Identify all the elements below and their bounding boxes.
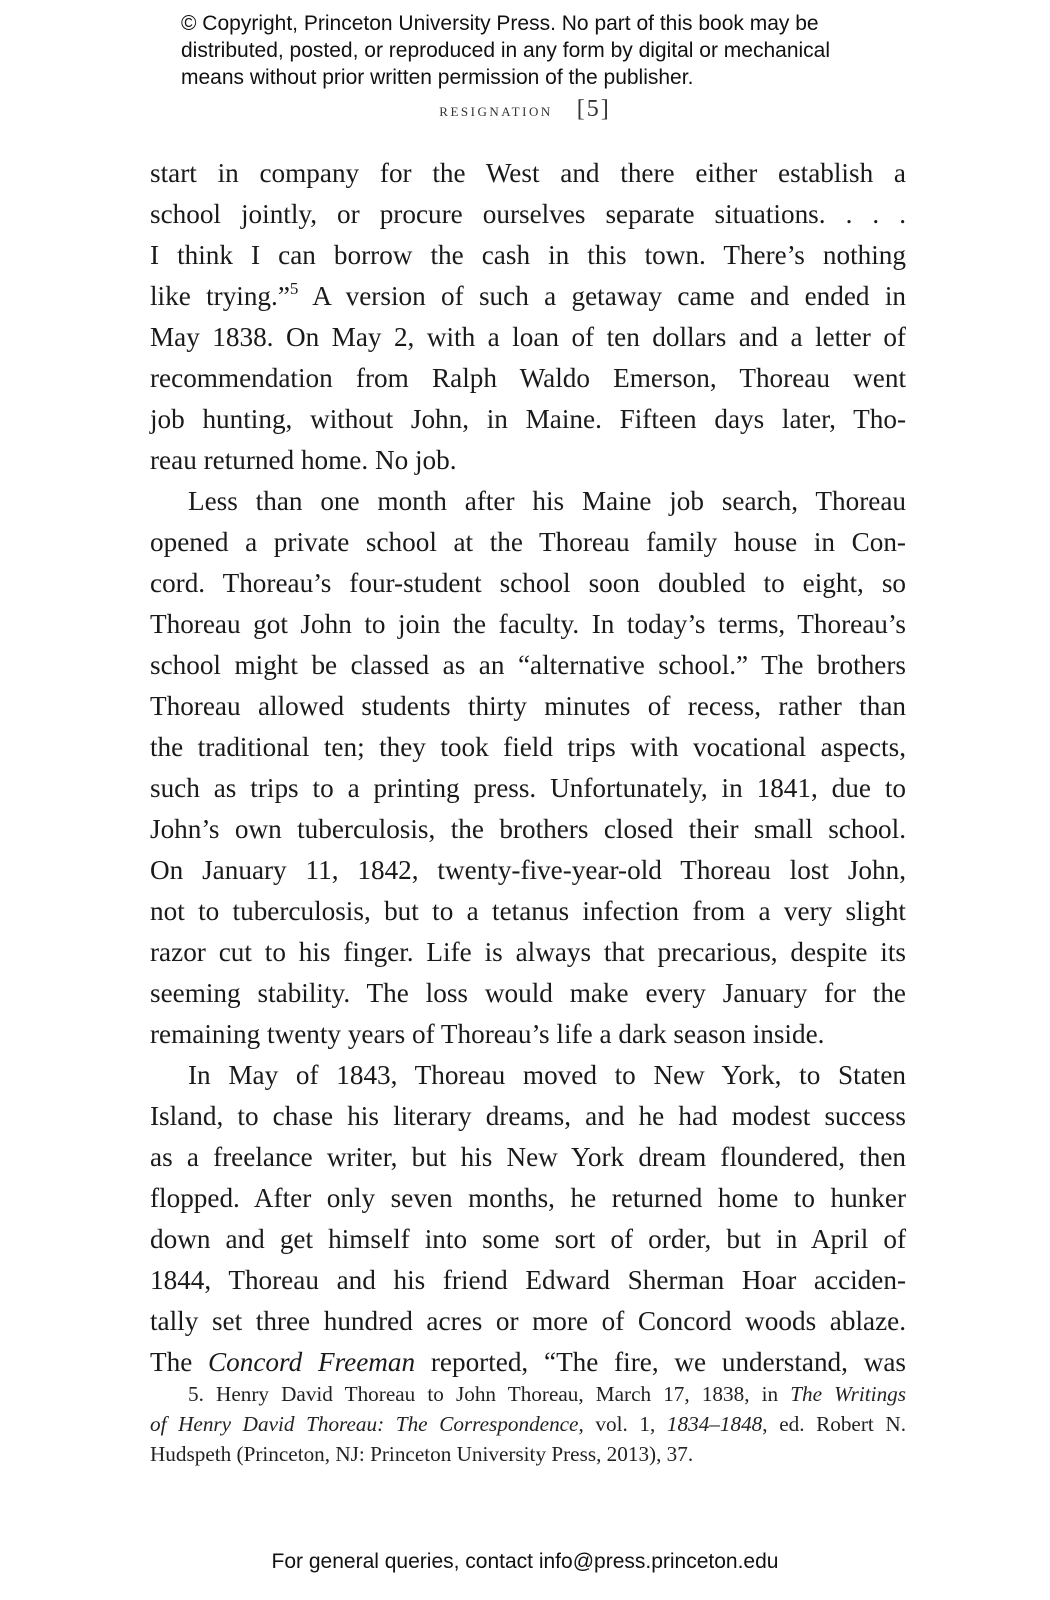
text-line bbox=[150, 1342, 906, 1383]
text-line: 1844, Thoreau and his friend Edward Sherman Hoar acciden- bbox=[150, 1265, 906, 1295]
text-run: reported, “The fire, we understand, was bbox=[415, 1347, 906, 1377]
footnote bbox=[150, 1379, 906, 1469]
book-title: of Henry David Thoreau: The Correspondence bbox=[150, 1412, 579, 1436]
text-line: seeming stability. The loss would make every January for the bbox=[150, 978, 906, 1008]
text-line: Less than one month after his Maine job search, Thoreau bbox=[188, 486, 906, 516]
text-line: remaining twenty years of Thoreau’s life a dark season inside. bbox=[150, 1019, 825, 1049]
text-line: flopped. After only seven months, he returned home to hunker bbox=[150, 1183, 906, 1213]
date-range: 1834–1848 bbox=[666, 1412, 763, 1436]
footer-contact: For general queries, contact info@press.princeton.edu bbox=[271, 1550, 779, 1573]
text-line: the traditional ten; they took field trips with vocational aspects, bbox=[150, 732, 906, 762]
text-line bbox=[150, 276, 906, 317]
running-head-title: resignation bbox=[439, 100, 553, 120]
text-run: The bbox=[150, 1347, 209, 1377]
footnote-line bbox=[150, 1379, 906, 1409]
text-line: school jointly, or procure ourselves separate situations. . . . bbox=[150, 199, 906, 229]
text-run: like trying.” bbox=[150, 281, 290, 311]
text-line: opened a private school at the Thoreau family house in Con- bbox=[150, 527, 906, 557]
text-line: John’s own tuberculosis, the brothers closed their small school. bbox=[150, 814, 906, 844]
text-line: tally set three hundred acres or more of Concord woods ablaze. bbox=[150, 1306, 906, 1336]
text-line: down and get himself into some sort of order, but in April of bbox=[150, 1224, 906, 1254]
text-line: Island, to chase his literary dreams, and he had modest success bbox=[150, 1101, 906, 1131]
running-head bbox=[0, 96, 1050, 123]
text-line: recommendation from Ralph Waldo Emerson, Thoreau went bbox=[150, 363, 906, 393]
text-line: reau returned home. No job. bbox=[150, 445, 457, 475]
text-line: job hunting, without John, in Maine. Fifteen days later, Tho- bbox=[150, 404, 906, 434]
footnote-reference[interactable]: 5 bbox=[289, 279, 299, 298]
text-line: Thoreau allowed students thirty minutes of recess, rather than bbox=[150, 691, 906, 721]
text-line: start in company for the West and there either establish a bbox=[150, 158, 906, 188]
text-run: , ed. Robert N. bbox=[762, 1412, 907, 1436]
text-line: as a freelance writer, but his New York dream floundered, then bbox=[150, 1142, 906, 1172]
text-line: In May of 1843, Thoreau moved to New York, to Staten bbox=[188, 1060, 906, 1090]
footnote-line bbox=[150, 1409, 906, 1439]
page-number: [5] bbox=[576, 96, 611, 122]
body-text bbox=[150, 153, 906, 1383]
copyright-notice bbox=[181, 10, 901, 91]
footnote-line: Hudspeth (Princeton, NJ: Princeton University Press, 2013), 37. bbox=[150, 1442, 694, 1466]
text-line: school might be classed as an “alternative school.” The brothers bbox=[150, 650, 906, 680]
text-line: I think I can borrow the cash in this town. There’s nothing bbox=[150, 240, 906, 270]
newspaper-title: Concord Freeman bbox=[208, 1347, 416, 1377]
text-line: Thoreau got John to join the faculty. In today’s terms, Thoreau’s bbox=[150, 609, 906, 639]
copyright-line: distributed, posted, or reproduced in any form by digital or mechanical bbox=[181, 39, 831, 62]
text-line: On January 11, 1842, twenty-five-year-old Thoreau lost John, bbox=[150, 855, 906, 885]
text-line: not to tuberculosis, but to a tetanus infection from a very slight bbox=[150, 896, 906, 926]
copyright-line: means without prior written permission of the publisher. bbox=[181, 66, 694, 89]
copyright-line: © Copyright, Princeton University Press. No part of this book may be bbox=[181, 12, 819, 35]
text-run: A version of such a getaway came and ended in bbox=[298, 281, 906, 311]
book-title: The Writings bbox=[790, 1382, 906, 1406]
text-line: razor cut to his finger. Life is always that precarious, despite its bbox=[150, 937, 906, 967]
text-line: May 1838. On May 2, with a loan of ten dollars and a letter of bbox=[150, 322, 906, 352]
text-line: such as trips to a printing press. Unfortunately, in 1841, due to bbox=[150, 773, 906, 803]
text-run: , vol. 1, bbox=[578, 1412, 667, 1436]
text-run: 5. Henry David Thoreau to John Thoreau, March 17, 1838, in bbox=[188, 1382, 791, 1406]
text-line: cord. Thoreau’s four-student school soon doubled to eight, so bbox=[150, 568, 906, 598]
